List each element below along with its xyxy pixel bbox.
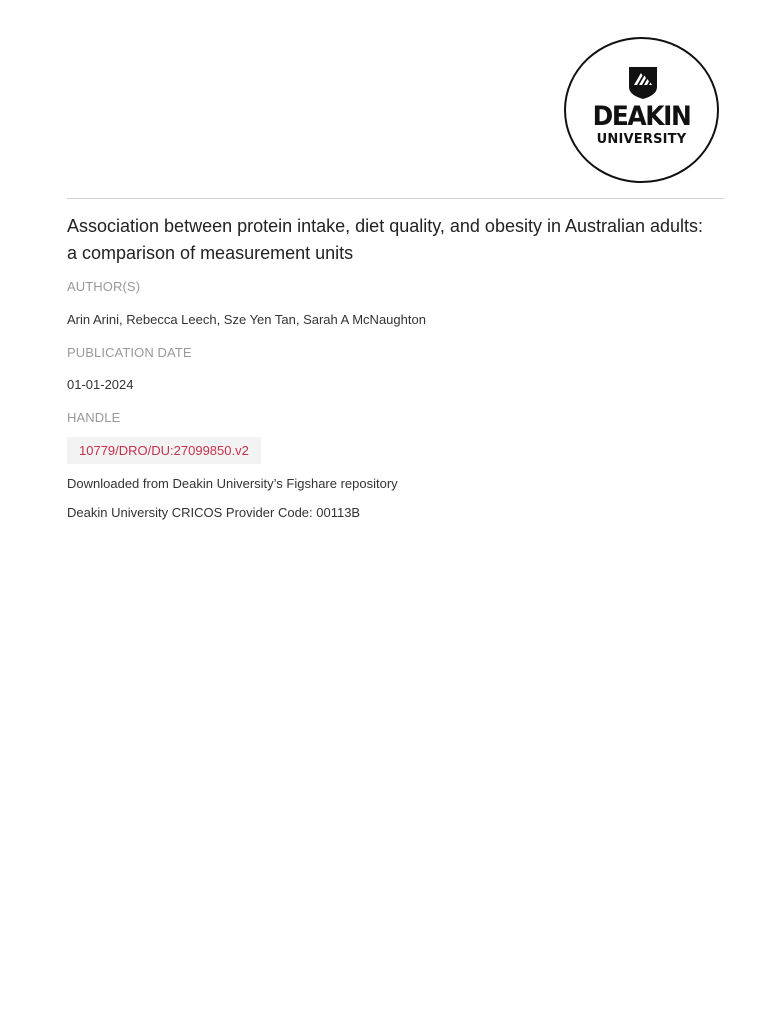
handle-link[interactable]: 10779/DRO/DU:27099850.v2 [67,437,261,464]
record-title: Association between protein intake, diet quality, and obesity in Australian adults: a comparison of measurement units [67,216,704,263]
cricos-note: Deakin University CRICOS Provider Code: 00113B [67,505,361,520]
header-divider [67,198,724,199]
logo-subname: UNIVERSITY [596,132,687,147]
publication-date-label: PUBLICATION DATE [67,345,192,360]
logo-name: DEAKIN [592,101,691,132]
handle-label: HANDLE [67,410,121,425]
downloaded-note: Downloaded from Deakin University’s Figshare repository [67,476,398,491]
publication-date-value: 01-01-2024 [67,377,134,392]
deakin-logo [564,37,719,183]
authors-value: Arin Arini, Rebecca Leech, Sze Yen Tan, Sarah A McNaughton [67,312,426,327]
authors-label: AUTHOR(S) [67,279,141,294]
deakin-crest-icon [628,67,658,99]
